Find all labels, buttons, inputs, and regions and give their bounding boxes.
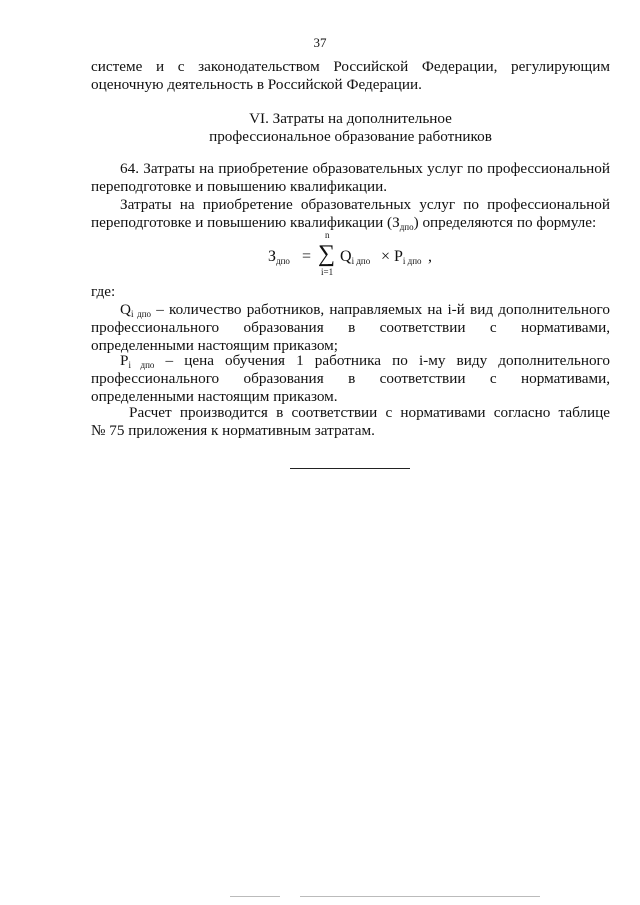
def-p-line-2: профессионального образования в соответствии с нормативами, — [91, 370, 610, 387]
formula-equals: = — [302, 248, 312, 265]
where-text: где: — [91, 283, 116, 300]
intro-paragraph — [91, 58, 610, 94]
formula-sum-upper: n — [325, 230, 330, 240]
paragraph-64 — [91, 160, 610, 196]
def-q-sub: i дпо — [130, 309, 152, 319]
def-q-line-3: определенными настоящим приказом; — [91, 337, 338, 354]
final-line-2: № 75 приложения к нормативным затратам. — [91, 422, 375, 439]
p64-line-1: 64. Затраты на приобретение образовательных услуг по профессиональной — [120, 160, 610, 177]
def-p-symbol: P — [120, 352, 129, 369]
def-q-symbol: Q — [120, 301, 131, 318]
definition-q — [91, 301, 610, 355]
formula-p — [394, 248, 422, 266]
scan-artifact-line — [230, 896, 280, 897]
section-heading — [91, 110, 610, 146]
formula-lhs — [268, 248, 290, 266]
final-paragraph — [91, 404, 610, 440]
formula-intro-paragraph — [91, 196, 610, 232]
formula-intro-line-2-a: переподготовке и повышению квалификации (З — [91, 214, 400, 231]
def-q-line-1 — [91, 301, 610, 319]
def-q-line-2: профессионального образования в соответствии с нормативами, — [91, 319, 610, 336]
formula-intro-sub: дпо — [399, 222, 414, 232]
def-q-line-1-text: – количество работников, направляемых на i-й вид дополнительного — [156, 301, 610, 318]
scan-artifact-line — [300, 896, 540, 897]
formula-intro-line-2-b: ) определяются по формуле: — [413, 214, 597, 231]
section-title-line-1: VI. Затраты на дополнительное — [249, 110, 452, 127]
formula-intro-line-2 — [91, 214, 610, 232]
intro-line-2: оценочную деятельность в Российской Федерации. — [91, 76, 422, 93]
formula-lhs-symbol: З — [268, 248, 277, 265]
formula-lhs-sub: дпо — [276, 256, 290, 266]
formula-q — [340, 248, 370, 266]
definition-p — [91, 352, 610, 406]
where-label — [91, 283, 610, 301]
final-line-1: Расчет производится в соответствии с нормативами согласно таблице — [129, 404, 610, 421]
def-p-line-1 — [91, 352, 610, 370]
formula-p-sub: i дпо — [402, 256, 422, 266]
section-title-line-2: профессиональное образование работников — [209, 128, 492, 145]
formula-p-symbol: P — [394, 248, 403, 265]
sigma-icon: ∑ — [318, 241, 336, 267]
intro-line-1: системе и с законодательством Российской Федерации, регулирующим — [91, 58, 610, 75]
formula — [268, 230, 468, 277]
formula-comma: , — [428, 248, 432, 265]
page-number: 37 — [313, 35, 327, 50]
formula-q-sub: i дпо — [351, 256, 371, 266]
def-p-line-1-text: – цена обучения 1 работника по i-му виду дополнительного — [165, 352, 610, 369]
end-separator-line — [290, 468, 410, 469]
def-p-sub: i дпо — [128, 360, 155, 370]
formula-intro-line-1: Затраты на приобретение образовательных услуг по профессиональной — [120, 196, 610, 213]
formula-q-symbol: Q — [340, 248, 352, 265]
p64-line-2: переподготовке и повышению квалификации. — [91, 178, 388, 195]
def-p-line-3: определенными настоящим приказом. — [91, 388, 338, 405]
formula-sum-lower: i=1 — [321, 267, 334, 277]
formula-times: × — [381, 248, 391, 265]
